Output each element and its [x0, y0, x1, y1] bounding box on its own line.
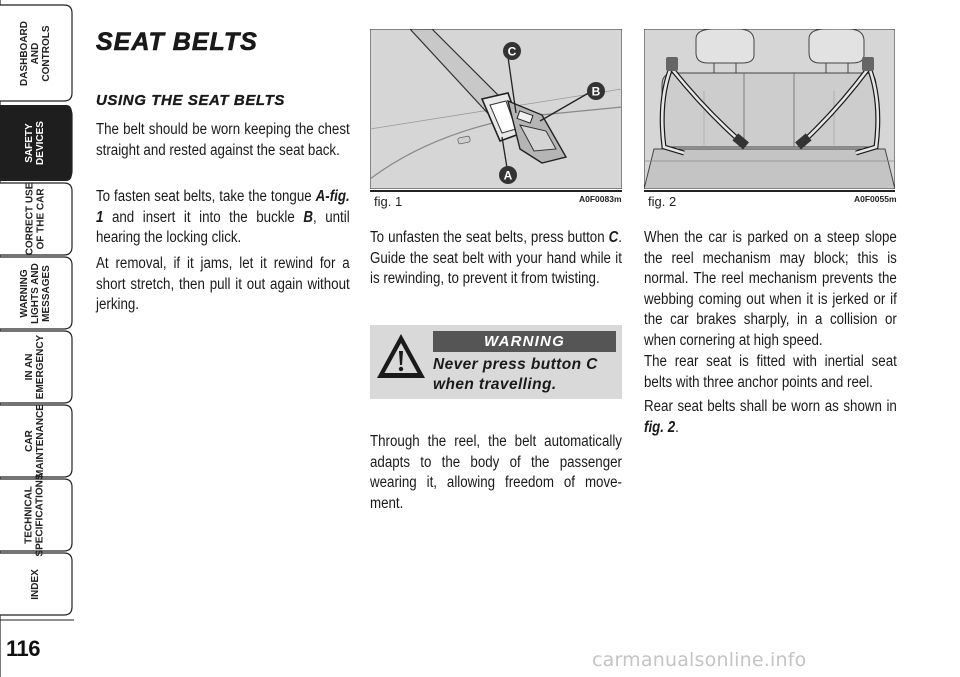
paragraph-rear-worn: Rear seat belts shall be worn as shown in fig. 2. — [644, 398, 897, 436]
ref-fig2: fig. 2 — [644, 418, 676, 436]
paragraph-removal: At removal, if it jams, let it rewind for a short stretch, then pull it out again without jerking. — [96, 255, 350, 313]
figure-2-code: A0F0055m — [854, 194, 897, 204]
tab-safety-devices[interactable]: SAFETY DEVICES — [24, 121, 46, 165]
tab-car-maintenance[interactable]: CAR MAINTENANCE — [24, 404, 47, 478]
warning-heading: WARNING — [433, 331, 616, 352]
rear-seat-drawing — [644, 29, 895, 189]
paragraph-reel-adapts: Through the reel, the belt automatically adapts to the body of the passenger wearing it, allowing freedom of move-ment. — [370, 433, 622, 512]
tab-correct-use-of-the-car[interactable]: CORRECT USE OF THE CAR — [24, 182, 47, 256]
tab-index[interactable]: INDEX — [29, 568, 41, 600]
figure-2-caption: fig. 2 — [648, 194, 677, 209]
buckle-drawing — [370, 29, 622, 189]
tab-technical-specifications[interactable]: TECHNICAL SPECIFICATIONS — [24, 473, 46, 557]
watermark: carmanualsonline.info — [592, 649, 807, 671]
page-number: 116 — [6, 636, 40, 661]
figure-1-rule — [370, 190, 622, 192]
callout-label-c: C — [507, 44, 517, 59]
figure-1-buckle-illustration — [370, 29, 622, 189]
warning-triangle-icon — [375, 332, 427, 380]
warning-text: Never press button C when travelling. — [433, 356, 598, 393]
tab-dashboard-and-controls[interactable]: DASHBOARD AND CONTROLS — [18, 20, 52, 86]
ref-button-c: C — [608, 229, 619, 246]
callout-label-b: B — [591, 84, 601, 99]
tab-warning-lights-and-messages[interactable]: WARNING LIGHTS AND MESSAGES — [18, 262, 52, 324]
paragraph-fasten: To fasten seat belts, take the tongue A-fig. 1 and insert it into the buckle B, until hearing the locking click. — [96, 188, 350, 246]
tab-in-an-emergency[interactable]: IN AN EMERGENCY — [24, 334, 47, 400]
paragraph-reel-block: When the car is parked on a steep slope the reel mechanism may block; this is normal. The reel mechanism prevents the webbing coming out when it is jerked or if the car brakes sharply, in a collision or when cornering at high speed. — [644, 229, 897, 349]
figure-1-caption: fig. 1 — [374, 194, 403, 209]
ref-tongue-fig1: A-fig. 1 — [96, 188, 350, 226]
ref-buckle: B — [303, 208, 313, 226]
figure-1-code: A0F0083m — [579, 194, 622, 204]
paragraph-posture: The belt should be worn keeping the chest straight and rested against the seat back. — [96, 121, 350, 159]
paragraph-rear-seat-belts: The rear seat is fitted with inertial seat belts with three anchor points and reel. — [644, 353, 897, 391]
figure-2-rule — [644, 190, 895, 192]
paragraph-unfasten: To unfasten the seat belts, press button C. Guide the seat belt with your hand while it is rewinding, to prevent it from twisting. — [370, 229, 622, 287]
section-title: USING THE SEAT BELTS — [96, 92, 285, 109]
page-title: SEAT BELTS — [96, 28, 258, 56]
chapter-tabs — [0, 0, 80, 677]
figure-2-rear-seat-illustration — [644, 29, 895, 189]
callout-label-a: A — [503, 168, 513, 183]
